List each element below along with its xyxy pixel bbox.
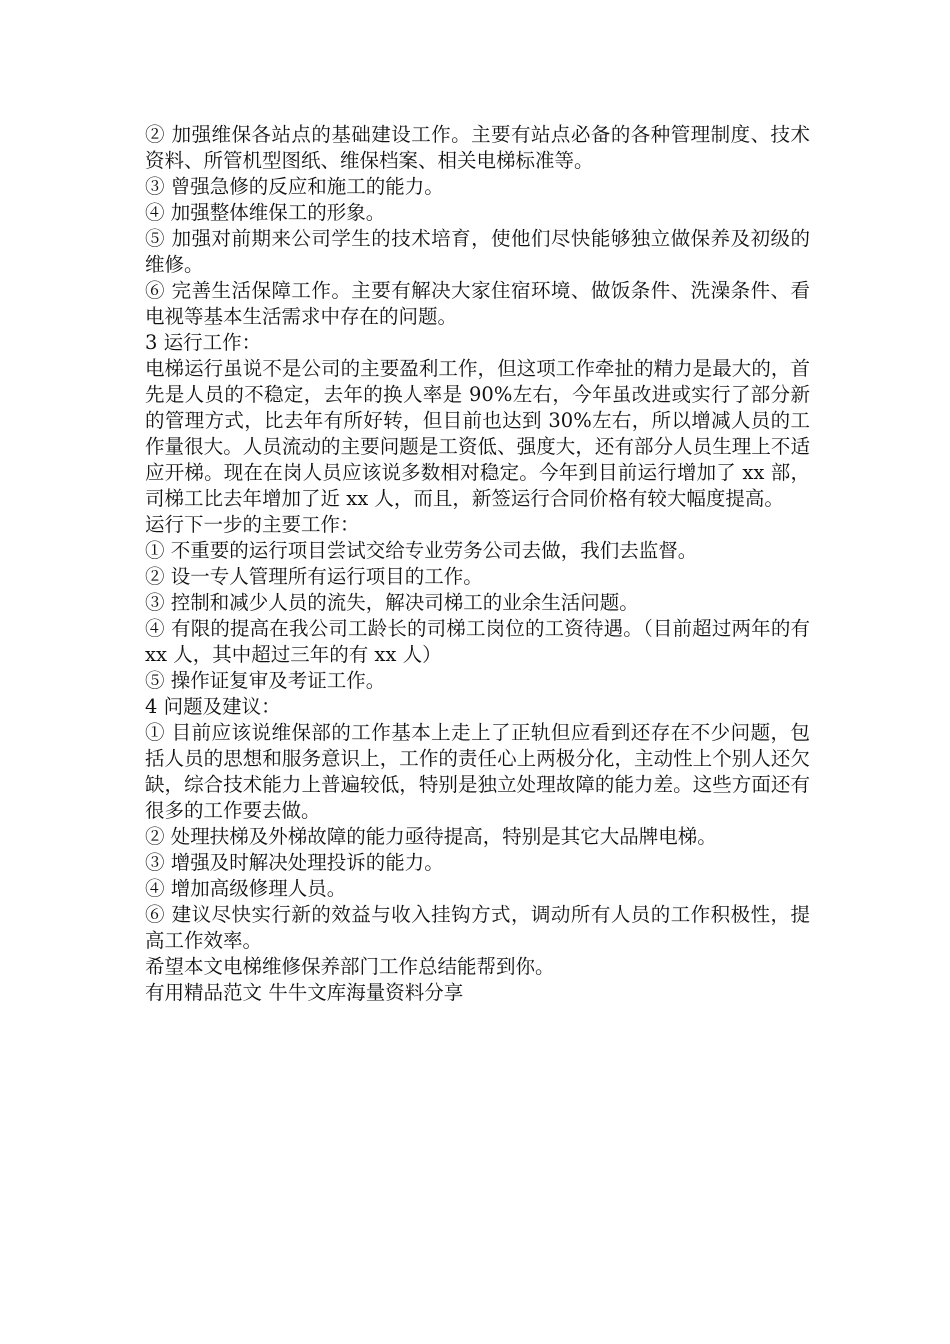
list-item: ③ 控制和减少人员的流失，解决司梯工的业余生活问题。 (145, 591, 639, 614)
list-item: ⑥ 建议尽快实行新的效益与收入挂钩方式，调动所有人员的工作积极性，提高工作效率。 (145, 903, 810, 952)
list-item: ③ 曾强急修的反应和施工的能力。 (145, 175, 444, 198)
subheading: 运行下一步的主要工作： (145, 513, 360, 536)
section-heading: 4 问题及建议： (145, 695, 281, 718)
body-paragraph: 电梯运行虽说不是公司的主要盈利工作，但这项工作牵扯的精力是最大的，首先是人员的不稳定，去年的换人率是 90%左右，今年虽改进或实行了部分新的管理方式，比去年有所好转，但目前也达到 30%左右，所以增减人员的工作量很大。人员流动的主要问题是工资低、强度大，还有部分人员生理上不适应开梯。现在在岗人员应该说多数相对稳定。今年到目前运行增加了 xx 部，司梯工比去年增加了近 xx 人，而且，新签运行合同价格有较大幅度提高。 (145, 357, 810, 510)
list-item: ⑤ 加强对前期来公司学生的技术培育，使他们尽快能够独立做保养及初级的维修。 (145, 227, 810, 276)
list-item: ② 处理扶梯及外梯故障的能力亟待提高，特别是其它大品牌电梯。 (145, 825, 717, 848)
list-item: ② 加强维保各站点的基础建设工作。主要有站点必备的各种管理制度、技术资料、所管机型图纸、维保档案、相关电梯标准等。 (145, 123, 810, 172)
list-item: ① 目前应该说维保部的工作基本上走上了正轨但应看到还存在不少问题，包括人员的思想和服务意识上，工作的责任心上两极分化，主动性上个别人还欠缺，综合技术能力上普遍较低，特别是独立处理故障的能力差。这些方面还有很多的工作要去做。 (145, 721, 810, 822)
list-item: ② 设一专人管理所有运行项目的工作。 (145, 565, 483, 588)
document-body (145, 122, 810, 1006)
list-item: ③ 增强及时解决处理投诉的能力。 (145, 851, 444, 874)
list-item: ① 不重要的运行项目尝试交给专业劳务公司去做，我们去监督。 (145, 539, 698, 562)
list-item: ④ 增加高级修理人员。 (145, 877, 347, 900)
list-item: ④ 有限的提高在我公司工龄长的司梯工岗位的工资待遇。（目前超过两年的有 xx 人，其中超过三年的有 xx 人） (145, 617, 810, 666)
list-item: ⑥ 完善生活保障工作。主要有解决大家住宿环境、做饭条件、洗澡条件、看电视等基本生活需求中存在的问题。 (145, 279, 810, 328)
section-heading: 3 运行工作： (145, 331, 262, 354)
footer-note: 有用精品范文 牛牛文库海量资料分享 (145, 981, 464, 1004)
closing-line: 希望本文电梯维修保养部门工作总结能帮到你。 (145, 955, 555, 978)
list-item: ⑤ 操作证复审及考证工作。 (145, 669, 386, 692)
list-item: ④ 加强整体维保工的形象。 (145, 201, 386, 224)
